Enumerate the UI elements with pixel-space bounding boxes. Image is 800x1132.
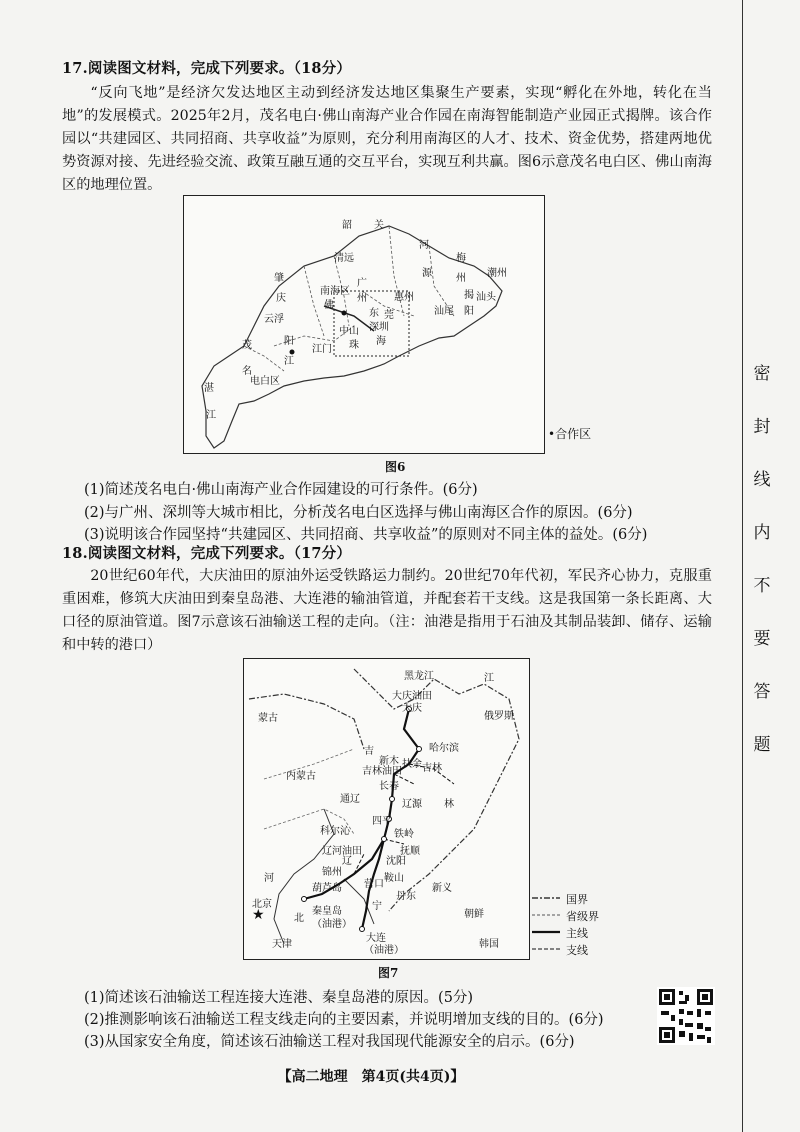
map-label: 鞍山	[384, 873, 404, 884]
map-label: 蒙古	[258, 713, 278, 724]
map-label: 清远	[334, 253, 354, 264]
map-label: 名	[242, 366, 252, 377]
map-label: 河	[419, 240, 429, 251]
seal-char: 答	[753, 682, 771, 702]
map-label: 湛	[204, 383, 214, 394]
map-label: 深圳	[369, 322, 389, 333]
legend-national-border: 国界	[566, 893, 588, 906]
seal-char: 内	[753, 523, 771, 543]
seal-notice	[750, 362, 774, 786]
map-label: 茂	[242, 340, 252, 351]
map-label: 辽河油田	[322, 846, 362, 857]
map-label: 长春	[379, 781, 399, 792]
figure-6-caption: 图6	[385, 460, 406, 474]
seal-char: 密	[753, 364, 771, 384]
map-label: （油港）	[312, 919, 352, 930]
map-label: 四平	[372, 816, 392, 827]
q18-question-3: (3)从国家安全角度，简述该石油输送工程对我国现代能源安全的启示。(6分)	[84, 1034, 575, 1050]
map-label: 丹东	[396, 891, 416, 902]
map-label: 汕尾	[434, 306, 454, 317]
map-label: 云浮	[264, 314, 284, 325]
q17-paragraph: “反向飞地”是经济欠发达地区主动到经济发达地区集聚生产要素，实现“孵化在外地，转化在当地”的发展模式。2025年2月，茂名电白·佛山南海产业合作园在南海智能制造产业园正式揭牌。该合作园以“共建园区、共同招商、共享收益”为原则，充分利用南海区的人才、技术、资金优势，搭建两地优势资源对接、先进经验交流、政策互融互通的交互平台，实现互利共赢。图6示意茂名电白区、佛山南海区的地理位置。	[62, 85, 712, 193]
figure-7-map	[243, 658, 530, 960]
map-label: （油港）	[364, 945, 404, 956]
northeast-pipeline-map-svg	[244, 659, 529, 959]
map-label: 江	[284, 356, 294, 367]
map-label: 江	[484, 673, 494, 684]
map-label: 朝鲜	[464, 909, 484, 920]
map-label: 新义	[432, 883, 452, 894]
legend-main-line: 主线	[566, 927, 588, 940]
map-label: 南海区	[320, 286, 350, 297]
map-label: 俄罗斯	[484, 711, 514, 722]
legend-line-samples	[530, 890, 564, 960]
map-label: 内蒙古	[286, 771, 316, 782]
map-label: 宁	[372, 901, 382, 912]
map-label: 新木	[379, 756, 399, 767]
figure-6-legend: •合作区	[548, 427, 592, 441]
map-label: 东	[369, 308, 379, 319]
map-label: 惠州	[394, 292, 414, 303]
page-footer: 【高二地理 第4页(共4页)】	[277, 1069, 465, 1085]
q17-title: 17.阅读图文材料，完成下列要求。（18分）	[62, 60, 352, 77]
qr-code-icon	[657, 987, 715, 1045]
seal-char: 要	[753, 629, 771, 649]
map-label: 州	[456, 273, 466, 284]
seal-char: 封	[753, 417, 771, 437]
map-label: 广	[357, 278, 367, 289]
map-label: 州	[357, 293, 367, 304]
map-label: 江门	[312, 344, 332, 355]
q18-question-1: (1)简述该石油输送工程连接大连港、秦皇岛港的原因。(5分)	[84, 990, 474, 1006]
guangdong-map-svg	[184, 196, 544, 453]
q18-title: 18.阅读图文材料，完成下列要求。（17分）	[62, 545, 352, 562]
map-label: 电白区	[250, 376, 280, 387]
map-label: 江	[206, 410, 216, 421]
map-label: 珠	[349, 340, 359, 351]
map-label: 辽源	[402, 799, 422, 810]
map-label: 抚顺	[400, 846, 420, 857]
map-label: 韩国	[479, 939, 499, 950]
map-label: 关	[374, 220, 384, 231]
map-label: 肇	[274, 273, 284, 284]
q17-question-3: (3)说明该合作园坚持“共建园区、共同招商、共享收益”的原则对不同主体的益处。(6分)	[84, 527, 648, 543]
map-label: 梅	[456, 253, 466, 264]
legend-branch-line: 支线	[566, 944, 588, 957]
map-label: 汕头	[476, 292, 496, 303]
map-label: 哈尔滨	[429, 743, 459, 754]
map-label: 莞	[384, 310, 394, 321]
legend-provincial-border: 省级界	[566, 910, 599, 923]
map-label: 河	[264, 873, 274, 884]
map-label: 黑龙江	[404, 671, 434, 682]
map-label: 林	[444, 799, 454, 810]
map-label: 锦州	[322, 867, 342, 878]
map-label: 辽	[342, 856, 352, 867]
map-label: 源	[422, 268, 432, 279]
map-label: 沈阳	[386, 856, 406, 867]
map-label: 韶	[342, 220, 352, 231]
map-label: 铁岭	[394, 829, 414, 840]
map-label: 大庆	[402, 703, 422, 714]
q18-question-2: (2)推测影响该石油输送工程支线走向的主要因素，并说明增加支线的目的。(6分)	[84, 1012, 604, 1028]
q17-question-2: (2)与广州、深圳等大城市相比，分析茂名电白区选择与佛山南海区合作的原因。(6分)	[84, 505, 633, 521]
map-label: 揭	[464, 290, 474, 301]
map-label: 大庆油田	[392, 691, 432, 702]
map-label: 大连	[366, 933, 386, 944]
seal-line	[742, 0, 743, 1132]
map-label: 扶余	[402, 759, 422, 770]
map-label: 天津	[272, 939, 292, 950]
seal-char: 题	[753, 735, 771, 755]
map-label: 庆	[276, 293, 286, 304]
capital-star-icon: ★	[252, 907, 265, 923]
map-label: 阳	[284, 336, 294, 347]
map-label: 秦皇岛	[312, 906, 342, 917]
map-label: 吉	[364, 746, 374, 757]
map-label: 佛	[324, 300, 334, 311]
map-label: 北	[294, 913, 304, 924]
map-label: 通辽	[340, 794, 360, 805]
map-label: 营口	[364, 879, 384, 890]
seal-char: 线	[753, 470, 771, 490]
figure-7-caption: 图7	[378, 966, 399, 980]
q18-paragraph: 20世纪60年代，大庆油田的原油外运受铁路运力制约。20世纪70年代初，军民齐心协力，克服重重困难，修筑大庆油田到秦皇岛港、大连港的输油管道，并配套若干支线。这是我国第一条长距离、大口径的原油管道。图7示意该石油输送工程的走向。（注：油港是指用于石油及其制品装卸、储存、运输和中转的港口）	[62, 568, 712, 653]
map-label: 海	[376, 336, 386, 347]
seal-char: 不	[753, 576, 771, 596]
map-label: 吉林油田	[362, 766, 402, 777]
map-label: 中山	[339, 326, 359, 337]
figure-6-map	[183, 195, 545, 454]
map-label: 北京	[252, 899, 272, 910]
map-label: 阳	[464, 306, 474, 317]
map-label: 葫芦岛	[312, 883, 342, 894]
map-label: 吉林	[422, 763, 442, 774]
map-label: 科尔沁	[320, 826, 350, 837]
map-label: 潮州	[487, 268, 507, 279]
q17-question-1: (1)简述茂名电白·佛山南海产业合作园建设的可行条件。(6分)	[84, 482, 478, 498]
